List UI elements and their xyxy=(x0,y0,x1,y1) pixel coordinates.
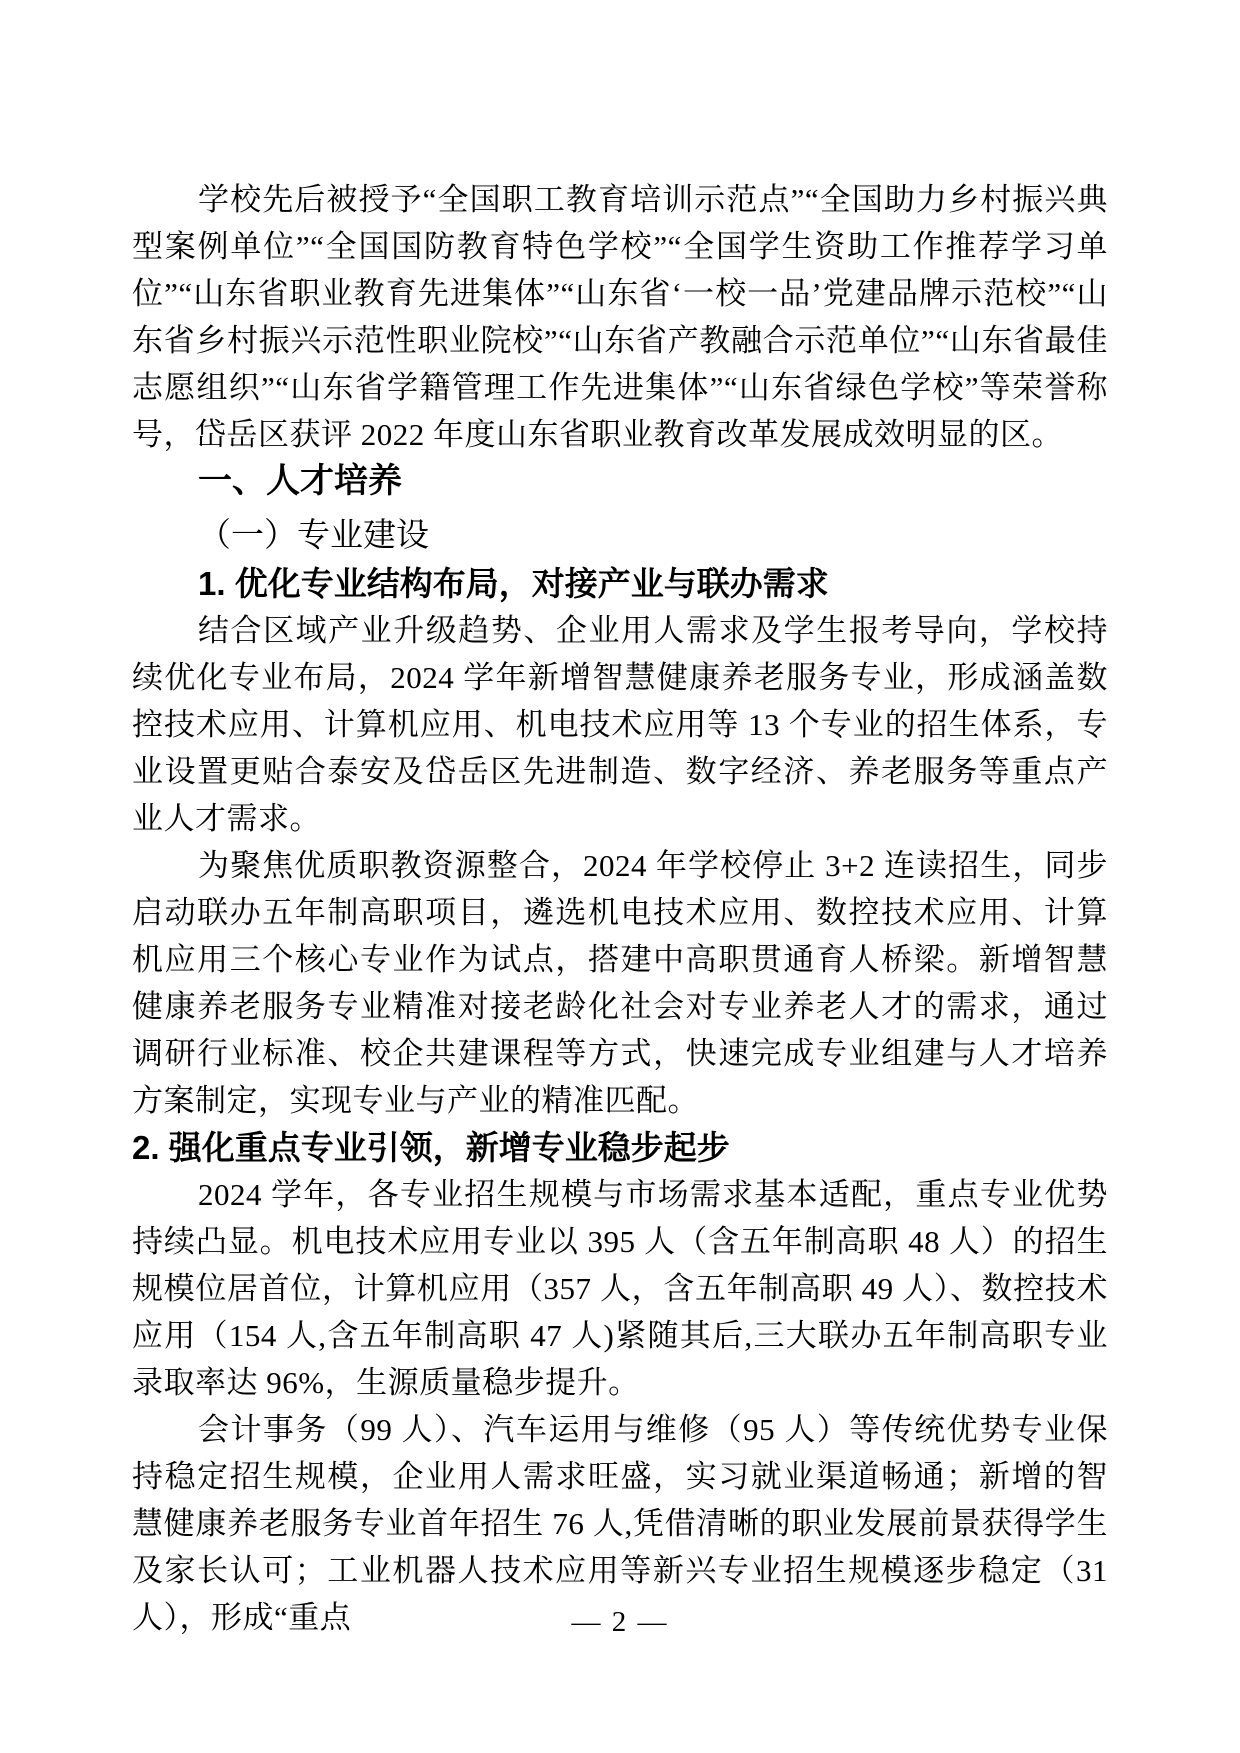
heading-key-major-leadership: 2. 强化重点专业引领，新增专业稳步起步 xyxy=(132,1129,730,1166)
paragraph-five-year-program: 为聚焦优质职教资源整合，2024 年学校停止 3+2 连读招生，同步启动联办五年制高职项目，遴选机电技术应用、数控技术应用、计算机应用三个核心专业作为试点，搭建中高职贯通育人桥梁。新增智慧健康养老服务专业精准对接老龄化社会对专业养老人才的需求，通过调研行业标准、校企共建课程等方式，快速完成专业组建与人才培养方案制定，实现专业与产业的精准匹配。 xyxy=(132,848,1108,1118)
paragraph-school-honors: 学校先后被授予“全国职工教育培训示范点”“全国助力乡村振兴典型案例单位”“全国国防教育特色学校”“全国学生资助工作推荐学习单位”“山东省职业教育先进集体”“山东省‘一校一品’党建品牌示范校”“山东省乡村振兴示范性职业院校”“山东省产教融合示范单位”“山东省最佳志愿组织”“山东省学籍管理工作先进集体”“山东省绿色学校”等荣誉称号，岱岳区获评 2022 年度山东省职业教育改革发展成效明显的区。 xyxy=(132,182,1108,452)
paragraph-major-layout-optimization: 结合区域产业升级趋势、企业用人需求及学生报考导向，学校持续优化专业布局，2024 学年新增智慧健康养老服务专业，形成涵盖数控技术应用、计算机应用、机电技术应用等 13 个专业的招生体系，专业设置更贴合泰安及岱岳区先进制造、数字经济、养老服务等重点产业人才需求。 xyxy=(132,613,1108,836)
paragraph-traditional-majors: 会计事务（99 人）、汽车运用与维修（95 人）等传统优势专业保持稳定招生规模，企业用人需求旺盛，实习就业渠道畅通；新增的智慧健康养老服务专业首年招生 76 人,凭借清晰的职业发展前景获得学生及家长认可；工业机器人技术应用等新兴专业招生规模逐步稳定（31 人），形成“重点 xyxy=(132,1412,1108,1635)
page-content xyxy=(132,176,1108,1641)
heading-major-construction: （一）专业建设 xyxy=(198,518,429,554)
page-number: — 2 — xyxy=(571,1606,669,1638)
paragraph-enrollment-scale: 2024 学年，各专业招生规模与市场需求基本适配，重点专业优势持续凸显。机电技术应用专业以 395 人（含五年制高职 48 人）的招生规模位居首位，计算机应用（357 人，含五年制高职 49 人）、数控技术应用（154 人,含五年制高职 47 人)紧随其后,三大联办五年制高职专业录取率达 96%，生源质量稳步提升。 xyxy=(132,1177,1108,1400)
heading-optimize-major-structure: 1. 优化专业结构布局，对接产业与联办需求 xyxy=(198,565,829,602)
heading-talent-cultivation: 一、人才培养 xyxy=(198,462,402,500)
